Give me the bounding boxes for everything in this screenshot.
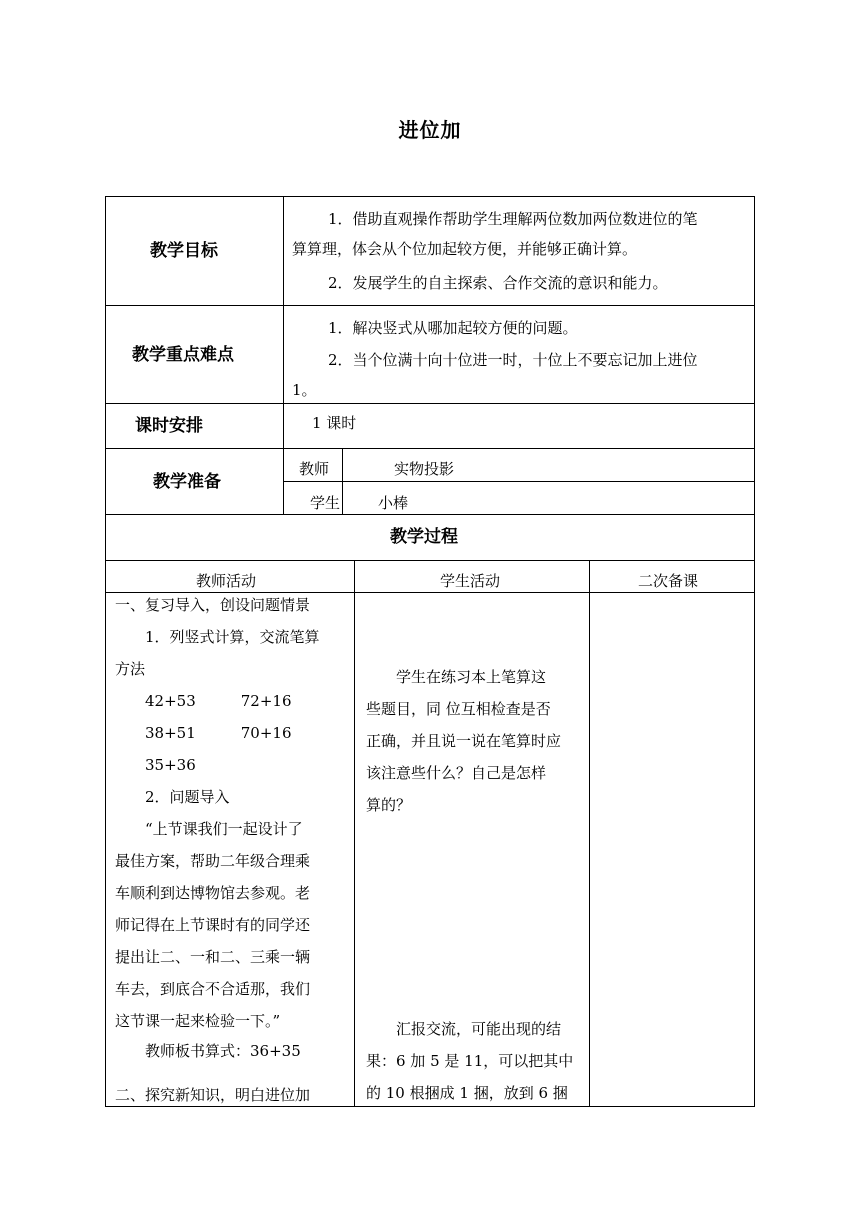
process-header: 教学过程 <box>390 527 458 547</box>
column-header-student: 学生活动 <box>440 572 501 590</box>
teacher-activity-line: 教师板书算式：36+35 <box>115 1042 301 1060</box>
goals-line: 算算理，体会从个位加起较方便，并能够正确计算。 <box>292 240 638 258</box>
prep-student-label: 学生 <box>310 494 341 512</box>
student-activity-line: 该注意些什么？自己是怎样 <box>366 764 547 782</box>
teacher-activity-line: 提出让二、一和二、三乘一辆 <box>115 948 311 966</box>
student-activity-line: 算的？ <box>366 796 412 814</box>
table-border <box>354 560 355 1107</box>
teacher-activity-line: “上节课我们一起设计了 <box>115 820 303 838</box>
schedule-value: 1 课时 <box>312 414 357 432</box>
teacher-activity-line: 车顺利到达博物馆去参观。老 <box>115 884 311 902</box>
teacher-activity-line: 二、探究新知识，明白进位加 <box>115 1086 311 1104</box>
teacher-activity-line: 方法 <box>115 660 146 678</box>
table-border <box>105 403 755 404</box>
column-header-teacher: 教师活动 <box>196 572 257 590</box>
student-activity-line: 果：6 加 5 是 11，可以把其中 <box>366 1052 574 1070</box>
teacher-activity-line: 车去，到底合不合适那，我们 <box>115 980 311 998</box>
student-activity-line: 的 10 根捆成 1 捆，放到 6 捆 <box>366 1084 568 1102</box>
prep-student-value: 小棒 <box>378 494 409 512</box>
table-border <box>105 514 755 515</box>
teacher-activity-line: 一、复习导入，创设问题情景 <box>115 596 311 614</box>
column-header-review: 二次备课 <box>638 572 699 590</box>
key-points-line: 1．解决竖式从哪加起较方便的问题。 <box>328 319 578 337</box>
goals-line: 2．发展学生的自主探索、合作交流的意识和能力。 <box>328 274 668 292</box>
teacher-activity-line: 2．问题导入 <box>115 788 230 806</box>
student-activity-line: 学生在练习本上笔算这 <box>366 668 547 686</box>
table-border <box>105 196 106 1107</box>
teacher-activity-line: 师记得在上节课时有的同学还 <box>115 916 311 934</box>
table-border <box>105 560 755 561</box>
student-activity-line: 汇报交流，可能出现的结 <box>366 1020 562 1038</box>
schedule-label: 课时安排 <box>135 416 203 436</box>
teacher-activity-line: 38+51 70+16 <box>115 724 292 742</box>
key-points-line: 1。 <box>292 381 317 399</box>
teacher-activity-line: 最佳方案，帮助二年级合理乘 <box>115 852 311 870</box>
table-border <box>283 196 284 514</box>
student-activity-line: 些题目，同 位互相检查是否 <box>366 700 551 718</box>
teacher-activity-line: 35+36 <box>115 756 196 774</box>
table-border <box>283 481 755 482</box>
table-border <box>105 196 755 197</box>
table-border <box>105 305 755 306</box>
goals-label: 教学目标 <box>150 241 218 261</box>
teacher-activity-line: 42+53 72+16 <box>115 692 292 710</box>
teacher-activity-line: 1．列竖式计算，交流笔算 <box>115 628 320 646</box>
prep-teacher-value: 实物投影 <box>394 460 455 478</box>
goals-line: 1．借助直观操作帮助学生理解两位数加两位数进位的笔 <box>328 210 698 228</box>
teacher-activity-line: 这节课一起来检验一下。” <box>115 1012 281 1030</box>
table-border <box>105 448 755 449</box>
table-border <box>754 196 755 1107</box>
table-border <box>342 448 343 514</box>
prep-teacher-label: 教师 <box>299 460 330 478</box>
document-title: 进位加 <box>398 118 462 142</box>
prep-label: 教学准备 <box>153 472 221 492</box>
table-border <box>589 560 590 1107</box>
key-points-label: 教学重点难点 <box>132 345 234 365</box>
key-points-line: 2．当个位满十向十位进一时，十位上不要忘记加上进位 <box>328 351 698 369</box>
student-activity-line: 正确，并且说一说在笔算时应 <box>366 732 562 750</box>
